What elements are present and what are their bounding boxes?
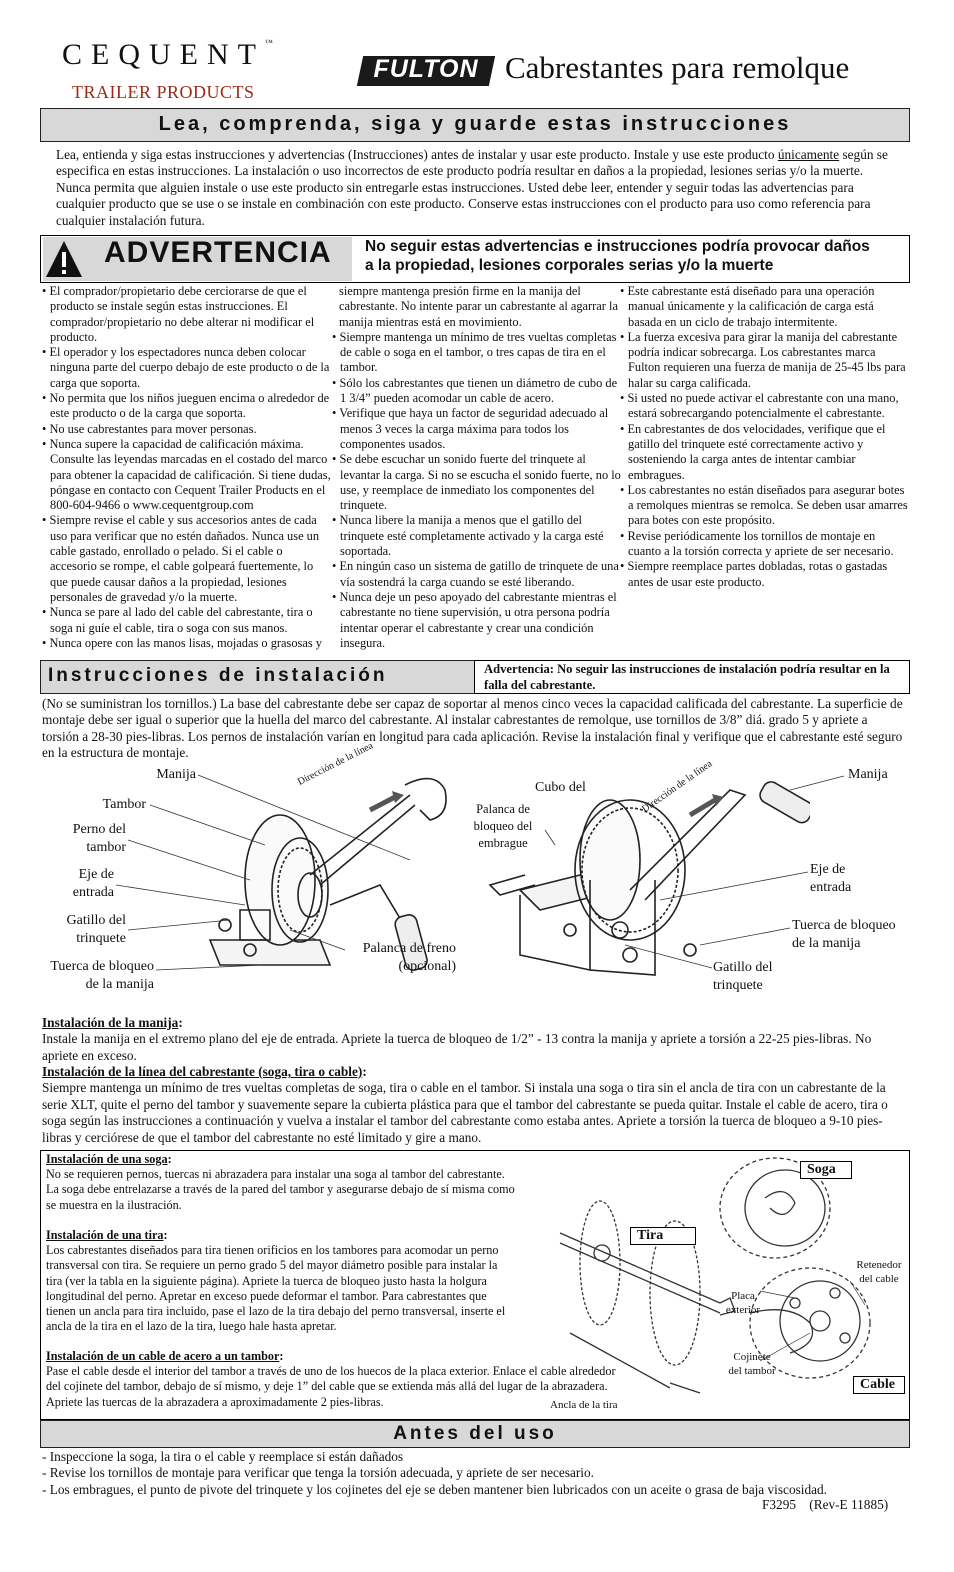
warning-bullet: • Nunca libere la manija a menos que el gatillo del trinquete esté completamente activado y la carga esté soportada. [332,513,622,559]
label-eje-2: Eje de entrada [810,862,852,895]
brand-subtitle: TRAILER PRODUCTS [72,82,255,102]
warning-bullet: • No use cabrestantes para mover personas. [42,422,332,437]
install-text: (No se suministran los tornillos.) La base del cabrestante debe ser capaz de soportar al menos cinco veces la capacidad calificada del cabrestante. La superficie de montaje debe ser igual o superior que la huella del marco del cabrestante. Al instalar cabrestantes de remolque, use tornillos de 3/8” diá. grado 5 y apriete a torsión a 28-30 pies-libras. Los pernos de instalación varían en longitud para cada aplicación. Revise la instalación final y verifique que el cabrestante esté seguro en la estructura de montaje. [42,696,903,761]
label-placa: Placa exterior [725,1290,761,1316]
banner-title: Lea, comprenda, siga y guarde estas instrucciones [158,113,792,135]
label-palanca-embrague: Palanca de bloqueo del embrague [473,802,533,850]
tira-section: Instalación de una tira: Los cabrestantes diseñados para tira tienen orificios en los tambores para acomodar un perno transversal con tira. Se requiere un perno grado 5 del mayor diámetro posible para instalar la tira (ver la tabla en la siguiente página). Apriete la tuerca de bloqueo justo hasta la holgura longitudinal del perno. Apretar en exceso puede deformar el tambor. Para cabrestantes que tienen un ancla para tira incluido, pase el lazo de la tira debajo del perno transversal, inserte el ancla de la tira en el lazo de la tira, luego hale hasta apretar. [46,1228,526,1334]
tira-text: Los cabrestantes diseñados para tira tienen orificios en los tambores para acomodar un perno transversal con tira. Se requiere un perno grado 5 del mayor diámetro posible para instalar la tira (ver la tabla en la siguiente página). Apriete la tuerca de bloqueo justo hasta la holgura longitudinal del perno. Apretar en exceso puede deformar el tambor. Para cabrestantes que tienen un ancla para tira incluido, pase el lazo de la tira debajo del perno transversal, inserte el ancla de la tira en el lazo de la tira, luego hale hasta apretar. [46,1243,506,1334]
linea-text: Siempre mantenga un mínimo de tres vueltas completas de soga, tira o cable en el tambor. Si instala una soga o tira sin el ancla de tira con un cabrestante de la serie XLT, quite el perno del tambor y suavemente separe la cubierta plástica para que el tambor del cabrestante se pueda quitar. Instale el cable de acero, tira o soga según las instrucciones a continuación y vuelva a instalar el tambor del cabrestante como estaba antes. Apriete a torsión la tuerca de bloqueo a 9-10 pies-libras y cerciórese de que el tambor del cabrestante no esté limitado y gire a mano. [42,1080,888,1145]
manija-text: Instale la manija en el extremo plano del eje de entrada. Apriete la tuerca de bloqueo de 1/2” - 13 contra la manija y apriete a torsión a 22-25 pies-libras. No apriete en exceso. [42,1031,872,1063]
soga-heading: Instalación de una soga [46,1152,168,1166]
warning-bullet: • Siempre reemplace partes dobladas, rotas o gastadas antes de usar este producto. [620,559,910,590]
warning-bullet: • Verifique que haya un factor de seguridad adecuado al menos 3 veces la carga máxima para todos los componentes usados. [332,406,622,452]
antes-title-bar [40,1420,910,1448]
direction-label-1: Dirección de la línea [296,740,375,788]
antes-item: - Inspeccione la soga, la tira o el cable y reemplace si están dañados [42,1449,404,1464]
warning-bullet: • Este cabrestante está diseñado para una operación manual únicamente y la calificación de carga está basada en un ciclo de trabajo intermitente. [620,284,910,330]
antes-title: Antes del uso [393,1423,557,1444]
tira-heading: Instalación de una tira [46,1228,164,1242]
warning-bullet: • Siempre revise el cable y sus accesorios antes de cada uso para verificar que no estén dañados. Nunca use un cable gastado, enrollado o pelado. Si el cable o accesorio se rompe, el cable golpeará fuertemente, lo que puede causar daños a la propiedad, lesiones personales de gravedad y/o la muerte. [42,513,332,605]
cable-heading: Instalación de un cable de acero a un tambor [46,1349,280,1363]
label-cojinete: Cojinete del tambor [728,1351,776,1377]
warning-bullet: • No permita que los niños jueguen encima o alrededor de este producto o de la carga que soporta. [42,391,332,422]
cable-text: Pase el cable desde el interior del tambor a través de uno de los huecos de la placa exterior. Enlace el cable alrededor del cojinete del tambor, debajo de sí mismo, y deje 1” del cable que se extienda más allá del lugar de la abrazadera. Apriete las tuercas de la abrazadera a aproximadamente 2 pies-libras. [46,1364,616,1409]
linea-section: Instalación de la línea del cabrestante (soga, tira o cable): Siempre mantenga un mínimo de tres vueltas completas de soga, tira o cable en el tambor. Si instala una soga o tira sin el ancla de tira con un cabrestante de la serie XLT, quite el perno del tambor y suavemente separe la cubierta plástica para que el tambor del cabrestante se pueda quitar. Instale el cable de acero, tira o soga según las instrucciones a continuación y vuelva a instalar el tambor del cabrestante como estaba antes. Apriete a torsión la tuerca de bloqueo a 9-10 pies-libras y cerciórese de que el tambor del cabrestante no esté limitado y gire a mano. [42,1064,908,1146]
install-title: Instrucciones de instalación [48,665,388,686]
antes-item: - Revise los tornillos de montaje para verificar que tenga la torsión adecuada, y apriete de ser necesario. [42,1465,594,1481]
warning-bullet: • Nunca opere con las manos lisas, mojadas o grasosas y [42,636,332,651]
label-gatillo: Gatillo del trinquete [66,913,126,946]
soga-text: No se requieren pernos, tuercas ni abrazadera para instalar una soga al tambor del cabrestante. La soga debe entrelazarse a través de la pared del tambor y asegurarse debajo de sí misma como se muestra en la ilustración. [46,1167,515,1212]
warning-bullet: • Se debe escuchar un sonido fuerte del trinquete al levantar la carga. Si no se escucha el sonido fuerte, no lo use, y reemplace de inmediato los componentes del trinquete. [332,452,622,513]
cable-section: Instalación de un cable de acero a un tambor: Pase el cable desde el interior del tambor a través de uno de los huecos de la placa exterior. Enlace el cable alrededor del cojinete del tambor, debajo de sí mismo, y deje 1” del cable que se extienda más allá del lugar de la abrazadera. Apriete las tuercas de la abrazadera a aproximadamente 2 pies-libras. [46,1349,626,1410]
label-tambor: Tambor [102,797,146,812]
warning-label: ADVERTENCIA [104,236,332,269]
brand-name: CEQUENT [62,38,265,71]
linea-heading: Instalación de la línea del cabrestante (soga, tira o cable) [42,1064,363,1079]
warning-bullet: • Siempre mantenga un mínimo de tres vueltas completas de cable o soga en el tambor, o tres capas de tira en el tambor. [332,330,622,376]
label-tira: Tira [630,1227,696,1245]
label-palanca-freno: Palanca de freno (opcional) [362,941,456,974]
label-eje: Eje de entrada [72,867,114,900]
warning-bullet: • Sólo los cabrestantes que tienen un diámetro de cubo de 1 3/4” pueden acomodar un cable de acero. [332,376,622,407]
label-tuerca-2: Tuerca de bloqueo de la manija [792,918,896,951]
fulton-logo-text: FULTON [373,55,479,83]
warning-bullet: • Revise periódicamente los tornillos de montaje en cuanto a la torsión correcta y apriete de ser necesario. [620,529,910,560]
label-cubo: Cubo del [535,780,586,795]
label-tuerca: Tuerca de bloqueo de la manija [50,959,154,992]
intro-emphasis: únicamente [777,147,840,162]
warning-bullet: • Si usted no puede activar el cabrestante con una mano, estará sobrecargando potencialmente el cabrestante. [620,391,910,422]
label-cable: Cable [853,1376,905,1394]
manija-heading: Instalación de la manija [42,1015,179,1030]
antes-list [42,1449,908,1498]
warning-bullet: • Nunca deje un peso apoyado del cabrestante mientras el cabrestante no tiene supervisión, u otra persona podría intentar operar el cabrestante y crear una condición insegura. [332,590,622,651]
antes-item: - Los embragues, el punto de pivote del trinquete y los cojinetes del eje se deben mantener bien lubricados con un aceite o grasa de baja viscosidad. [42,1481,827,1497]
soga-section: Instalación de una soga: No se requieren pernos, tuercas ni abrazadera para instalar una soga al tambor del cabrestante. La soga debe entrelazarse a través de la pared del tambor y asegurarse debajo de sí misma como se muestra en la ilustración. [46,1152,515,1212]
warning-bullet: • En ningún caso un sistema de gatillo de trinquete de una vía sostendrá la carga cuando se esté liberando. [332,559,622,590]
intro-text-2: según se especifica en estas instrucciones. La instalación o uso incorrectos de este producto podría resultar en daños a la propiedad, lesiones serias y/o la muerte. Nunca permita que alguien instale o use este producto sin entregarle estas instrucciones. Usted debe leer, entender y seguir todas las advertencias para cualquier producto que se use o se instale en combinación con este producto. Conserve estas instrucciones con el producto para uso como referencia para cualquier instalación futura. [56,147,888,228]
intro-text-1: Lea, entienda y siga estas instrucciones y advertencias (Instrucciones) antes de instalar y usar este producto. Instale y use este producto [56,147,778,162]
install-warning: Advertencia: No seguir las instrucciones de instalación podría resultar en la falla del cabrestante. [484,662,890,692]
warning-bullet: • Nunca supere la capacidad de calificación máxima. Consulte las leyendas marcadas en el costado del marco para obtener la capacidad de calificación. Si tiene dudas, póngase en contacto con Cequent Trailer Products en el 800-604-9466 o www.cequentgroup.com [42,437,332,513]
label-manija: Manija [156,767,196,782]
document-title: Cabrestantes para remolque [505,50,850,85]
warning-bullet: • Los cabrestantes no están diseñados para asegurar botes a remolques mientras se remolca. Se deben usar amarres para botes con este propósito. [620,483,910,529]
label-ancla: Ancla de la tira [550,1399,618,1411]
warning-bullet: • El operador y los espectadores nunca deben colocar ninguna parte del cuerpo debajo de este producto o de la carga que soporta. [42,345,332,391]
label-manija-2: Manija [848,767,888,782]
label-gatillo-2: Gatillo del trinquete [713,960,773,993]
direction-label-2: Dirección de la línea [640,758,715,816]
warning-bullet: • Nunca se pare al lado del cable del cabrestante, tira o soga ni guíe el cable, tira o soga con sus manos. [42,605,332,636]
label-soga: Soga [800,1161,852,1179]
warning-bullet: • La fuerza excesiva para girar la manija del cabrestante podría indicar sobrecarga. Los cabrestantes marca Fulton requieren una fuerza de manija de 25-45 lbs para halar su carga calificada. [620,330,910,391]
label-retenedor: Retenedor del cable [856,1259,902,1285]
warning-col2-continued: siempre mantenga presión firme en la manija del cabrestante. No intente parar un cabrestante al agarrar la manija mientras está en movimiento. [339,284,618,329]
warning-bullet: • En cabrestantes de dos velocidades, verifique que el gatillo del trinquete esté correctamente activo y sosteniendo la carga antes de intentar cambiar embragues. [620,422,910,483]
manija-section: Instalación de la manija: Instale la manija en el extremo plano del eje de entrada. Apriete la tuerca de bloqueo de 1/2” - 13 contra la manija y apriete a torsión a 22-25 pies-libras. No apriete en exceso. [42,1015,904,1064]
warning-bullet: • El comprador/propietario debe cerciorarse de que el producto se instale según estas instrucciones. El comprador/propietario no debe alterar ni modificar el producto. [42,284,332,345]
label-perno: Perno del tambor [72,822,126,855]
trademark: ™ [264,38,273,47]
footer-code: F3295 (Rev-E 11885) [762,1497,889,1512]
warning-message: No seguir estas advertencias e instrucciones podría provocar daños a la propiedad, lesiones corporales serias y/o la muerte [365,238,870,274]
